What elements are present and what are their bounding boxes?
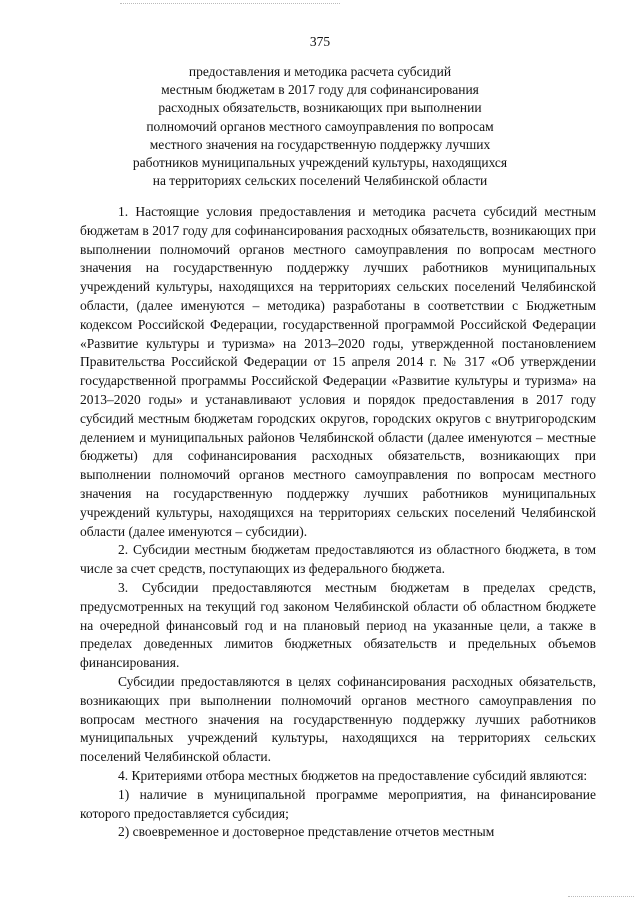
paragraph-3: 3. Субсидии предоставляются местным бюджетам в пределах средств, предусмотренных на текущий год законом Челябинской области об областном бюджете на очередной финансовый год и на плановый период на указанные цели, а также в пределах доведенных лимитов бюджетных обязательств и предельных объемов финансирования. — [80, 579, 596, 671]
title-line: полномочий органов местного самоуправления по вопросам — [146, 118, 494, 134]
paragraph-2: 2. Субсидии местным бюджетам предоставляются из областного бюджета, в том числе за счет средств, поступающих из федерального бюджета. — [80, 542, 596, 577]
title-line: работников муниципальных учреждений культуры, находящихся — [132, 155, 508, 171]
title-line: предоставления и методика расчета субсидий — [188, 64, 452, 79]
paragraph-4: 4. Критериями отбора местных бюджетов на предоставление субсидий являются: — [118, 767, 588, 783]
document-title — [60, 63, 580, 190]
document-body — [80, 203, 596, 842]
page-number: 375 — [309, 34, 331, 49]
paragraph-1: 1. Настоящие условия предоставления и методика расчета субсидий местным бюджетам в 2017 году для софинансирования расходных обязательств, возникающих при выполнении полномочий органов местного самоуправления по вопросам местного значения на государственную поддержку лучших работников муниципальных учреждений культуры, находящихся на территориях сельских поселений Челябинской области, (далее именуются – методика) разработаны в соответствии с Бюджетным кодексом Российской Федерации, государственной программой Российской Федерации «Развитие культуры и туризма» на 2013–2020 годы, утвержденной постановлением Правительства Российской Федерации от 15 апреля 2014 г. № 317 «Об утверждении государственной программы Российской Федерации «Развитие культуры и туризма» на 2013–2020 годы» и устанавливают условия и порядок предоставления в 2017 году субсидий местным бюджетам городских округов, городских округов с внутригородским делением и муниципальных районов Челябинской области (далее именуются – местные бюджеты) для софинансирования расходных обязательств, возникающих при выполнении полномочий органов местного самоуправления по вопросам местного значения на государственную поддержку лучших работников муниципальных учреждений культуры, находящихся на территориях сельских поселений Челябинской области (далее именуются – субсидии). — [80, 204, 596, 539]
paragraph-3-continued: Субсидии предоставляются в целях софинансирования расходных обязательств, возникающих при выполнении полномочий органов местного самоуправления по вопросам местного значения на государственную поддержку лучших работников муниципальных учреждений культуры, находящихся на территориях сельских поселений Челябинской области. — [80, 673, 596, 765]
criterion-1: 1) наличие в муниципальной программе мероприятия, на финансирование которого предоставляется субсидия; — [80, 786, 596, 821]
scan-artifact-top — [120, 3, 340, 6]
title-line: на территориях сельских поселений Челябинской области — [152, 173, 488, 189]
title-line: местного значения на государственную поддержку лучших — [149, 136, 491, 152]
criterion-2: 2) своевременное и достоверное представление отчетов местным — [118, 824, 495, 840]
title-line: расходных обязательств, возникающих при выполнении — [158, 100, 482, 116]
scan-artifact-bottom — [568, 896, 634, 898]
title-line: местным бюджетам в 2017 году для софинансирования — [161, 82, 479, 98]
